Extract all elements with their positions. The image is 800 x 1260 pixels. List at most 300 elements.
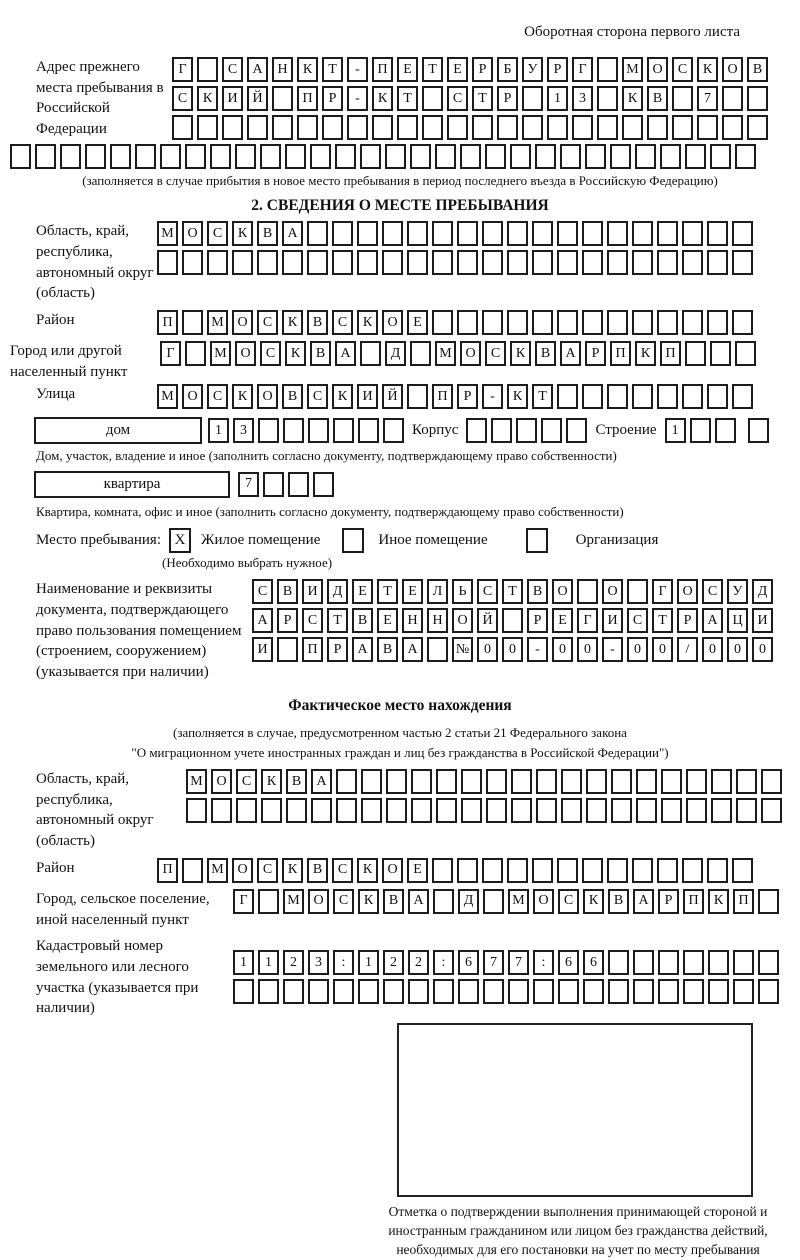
char-box[interactable] bbox=[483, 979, 504, 1004]
char-box[interactable] bbox=[457, 250, 478, 275]
char-box[interactable]: С bbox=[485, 341, 506, 366]
char-box[interactable] bbox=[407, 221, 428, 246]
char-box[interactable]: П bbox=[157, 310, 178, 335]
char-box[interactable]: М bbox=[157, 384, 178, 409]
char-box[interactable]: Е bbox=[407, 310, 428, 335]
char-box[interactable]: С bbox=[558, 889, 579, 914]
char-box[interactable] bbox=[385, 144, 406, 169]
char-box[interactable] bbox=[472, 115, 493, 140]
char-box[interactable] bbox=[708, 979, 729, 1004]
char-box[interactable] bbox=[541, 418, 562, 443]
char-box[interactable] bbox=[627, 579, 648, 604]
char-box[interactable]: Р bbox=[527, 608, 548, 633]
char-box[interactable] bbox=[707, 384, 728, 409]
char-box[interactable] bbox=[360, 144, 381, 169]
char-box[interactable]: В bbox=[535, 341, 556, 366]
char-box[interactable] bbox=[233, 979, 254, 1004]
char-box[interactable] bbox=[532, 858, 553, 883]
char-box[interactable] bbox=[435, 144, 456, 169]
char-box[interactable]: У bbox=[727, 579, 748, 604]
char-box[interactable] bbox=[360, 341, 381, 366]
char-box[interactable] bbox=[433, 889, 454, 914]
char-box[interactable] bbox=[310, 144, 331, 169]
char-box[interactable]: Д bbox=[385, 341, 406, 366]
char-box[interactable]: В bbox=[277, 579, 298, 604]
char-box[interactable] bbox=[672, 115, 693, 140]
char-box[interactable] bbox=[211, 798, 232, 823]
char-box[interactable]: - bbox=[347, 57, 368, 82]
char-box[interactable]: К bbox=[697, 57, 718, 82]
char-box[interactable]: К bbox=[583, 889, 604, 914]
char-box[interactable] bbox=[210, 144, 231, 169]
char-box[interactable]: В bbox=[377, 637, 398, 662]
char-box[interactable] bbox=[532, 250, 553, 275]
char-box[interactable]: Ц bbox=[727, 608, 748, 633]
char-box[interactable]: Й bbox=[477, 608, 498, 633]
char-box[interactable] bbox=[586, 769, 607, 794]
char-box[interactable] bbox=[732, 250, 753, 275]
char-box[interactable]: В bbox=[310, 341, 331, 366]
char-box[interactable] bbox=[732, 310, 753, 335]
char-box[interactable]: П bbox=[660, 341, 681, 366]
char-box[interactable] bbox=[336, 769, 357, 794]
char-box[interactable] bbox=[657, 221, 678, 246]
char-box[interactable] bbox=[432, 858, 453, 883]
char-box[interactable] bbox=[707, 250, 728, 275]
char-box[interactable] bbox=[682, 384, 703, 409]
char-box[interactable] bbox=[636, 798, 657, 823]
char-box[interactable]: Т bbox=[472, 86, 493, 111]
char-box[interactable] bbox=[197, 57, 218, 82]
char-box[interactable]: В bbox=[608, 889, 629, 914]
char-box[interactable]: Т bbox=[652, 608, 673, 633]
char-box[interactable] bbox=[382, 221, 403, 246]
char-box[interactable]: 1 bbox=[233, 950, 254, 975]
char-box[interactable]: С bbox=[672, 57, 693, 82]
char-box[interactable]: К bbox=[622, 86, 643, 111]
char-box[interactable]: 0 bbox=[577, 637, 598, 662]
char-box[interactable] bbox=[758, 950, 779, 975]
char-box[interactable] bbox=[586, 798, 607, 823]
char-box[interactable] bbox=[508, 979, 529, 1004]
char-box[interactable]: Е bbox=[397, 57, 418, 82]
char-box[interactable] bbox=[347, 115, 368, 140]
char-box[interactable] bbox=[583, 979, 604, 1004]
char-box[interactable] bbox=[733, 950, 754, 975]
char-box[interactable] bbox=[457, 310, 478, 335]
char-box[interactable] bbox=[607, 250, 628, 275]
char-box[interactable] bbox=[535, 144, 556, 169]
char-box[interactable] bbox=[672, 86, 693, 111]
char-box[interactable] bbox=[747, 115, 768, 140]
char-box[interactable] bbox=[386, 798, 407, 823]
char-box[interactable]: С bbox=[447, 86, 468, 111]
char-box[interactable] bbox=[432, 221, 453, 246]
char-box[interactable] bbox=[633, 979, 654, 1004]
char-box[interactable] bbox=[433, 979, 454, 1004]
char-box[interactable]: М bbox=[157, 221, 178, 246]
char-box[interactable] bbox=[732, 384, 753, 409]
char-box[interactable] bbox=[258, 889, 279, 914]
char-box[interactable] bbox=[236, 798, 257, 823]
char-box[interactable] bbox=[333, 979, 354, 1004]
char-box[interactable] bbox=[486, 798, 507, 823]
char-box[interactable] bbox=[686, 769, 707, 794]
char-box[interactable] bbox=[432, 310, 453, 335]
char-box[interactable]: В bbox=[747, 57, 768, 82]
char-box[interactable] bbox=[597, 115, 618, 140]
char-box[interactable]: И bbox=[302, 579, 323, 604]
char-box[interactable]: О bbox=[552, 579, 573, 604]
char-box[interactable]: В bbox=[307, 310, 328, 335]
char-box[interactable] bbox=[361, 769, 382, 794]
char-box[interactable] bbox=[307, 221, 328, 246]
char-box[interactable]: М bbox=[435, 341, 456, 366]
char-box[interactable] bbox=[633, 950, 654, 975]
char-box[interactable]: А bbox=[335, 341, 356, 366]
char-box[interactable] bbox=[436, 798, 457, 823]
char-box[interactable]: М bbox=[207, 858, 228, 883]
char-box[interactable]: К bbox=[261, 769, 282, 794]
char-box[interactable]: П bbox=[683, 889, 704, 914]
char-box[interactable] bbox=[632, 310, 653, 335]
char-box[interactable] bbox=[647, 115, 668, 140]
char-box[interactable] bbox=[282, 250, 303, 275]
char-box[interactable] bbox=[533, 979, 554, 1004]
char-box[interactable]: Н bbox=[402, 608, 423, 633]
char-box[interactable] bbox=[257, 250, 278, 275]
char-box[interactable] bbox=[658, 950, 679, 975]
char-box[interactable] bbox=[482, 221, 503, 246]
char-box[interactable]: К bbox=[510, 341, 531, 366]
char-box[interactable] bbox=[397, 115, 418, 140]
char-box[interactable]: П bbox=[302, 637, 323, 662]
char-box[interactable]: № bbox=[452, 637, 473, 662]
char-box[interactable]: 7 bbox=[508, 950, 529, 975]
char-box[interactable] bbox=[335, 144, 356, 169]
char-box[interactable] bbox=[297, 115, 318, 140]
char-box[interactable] bbox=[636, 769, 657, 794]
char-box[interactable]: А bbox=[633, 889, 654, 914]
char-box[interactable] bbox=[313, 472, 334, 497]
char-box[interactable] bbox=[511, 769, 532, 794]
char-box[interactable]: О bbox=[182, 384, 203, 409]
char-box[interactable] bbox=[235, 144, 256, 169]
char-box[interactable]: Г bbox=[572, 57, 593, 82]
char-box[interactable]: О bbox=[232, 858, 253, 883]
char-box[interactable]: Т bbox=[422, 57, 443, 82]
char-box[interactable]: Г bbox=[577, 608, 598, 633]
char-box[interactable]: М bbox=[186, 769, 207, 794]
char-box[interactable]: О bbox=[232, 310, 253, 335]
char-box[interactable]: А bbox=[252, 608, 273, 633]
char-box[interactable] bbox=[507, 250, 528, 275]
char-box[interactable] bbox=[307, 250, 328, 275]
char-box[interactable]: А bbox=[247, 57, 268, 82]
char-box[interactable] bbox=[708, 950, 729, 975]
char-box[interactable] bbox=[461, 769, 482, 794]
char-box[interactable] bbox=[182, 310, 203, 335]
char-box[interactable]: Р bbox=[677, 608, 698, 633]
char-box[interactable]: К bbox=[507, 384, 528, 409]
char-box[interactable] bbox=[507, 858, 528, 883]
char-box[interactable]: Т bbox=[327, 608, 348, 633]
char-box[interactable]: Д bbox=[752, 579, 773, 604]
char-box[interactable] bbox=[10, 144, 31, 169]
char-box[interactable]: К bbox=[285, 341, 306, 366]
char-box[interactable]: М bbox=[508, 889, 529, 914]
char-box[interactable]: С bbox=[222, 57, 243, 82]
char-box[interactable] bbox=[485, 144, 506, 169]
char-box[interactable]: С bbox=[332, 310, 353, 335]
char-box[interactable]: К bbox=[357, 310, 378, 335]
char-box[interactable] bbox=[497, 115, 518, 140]
char-box[interactable]: П bbox=[733, 889, 754, 914]
char-box[interactable]: К bbox=[332, 384, 353, 409]
char-box[interactable]: О bbox=[382, 310, 403, 335]
char-box[interactable] bbox=[277, 637, 298, 662]
char-box[interactable] bbox=[486, 769, 507, 794]
char-box[interactable] bbox=[110, 144, 131, 169]
char-box[interactable]: О bbox=[460, 341, 481, 366]
char-box[interactable] bbox=[185, 341, 206, 366]
char-box[interactable]: Е bbox=[407, 858, 428, 883]
char-box[interactable] bbox=[607, 858, 628, 883]
char-box[interactable] bbox=[685, 341, 706, 366]
char-box[interactable]: П bbox=[372, 57, 393, 82]
char-box[interactable] bbox=[761, 769, 782, 794]
char-box[interactable] bbox=[197, 115, 218, 140]
char-box[interactable] bbox=[761, 798, 782, 823]
char-box[interactable]: Р bbox=[277, 608, 298, 633]
char-box[interactable]: С bbox=[702, 579, 723, 604]
char-box[interactable] bbox=[510, 144, 531, 169]
char-box[interactable] bbox=[611, 798, 632, 823]
char-box[interactable] bbox=[283, 418, 304, 443]
char-box[interactable] bbox=[447, 115, 468, 140]
char-box[interactable]: 0 bbox=[502, 637, 523, 662]
char-box[interactable]: К bbox=[232, 384, 253, 409]
char-box[interactable] bbox=[611, 769, 632, 794]
char-box[interactable] bbox=[516, 418, 537, 443]
char-box[interactable]: В bbox=[383, 889, 404, 914]
char-box[interactable] bbox=[286, 798, 307, 823]
char-box[interactable]: П bbox=[297, 86, 318, 111]
char-box[interactable]: Е bbox=[352, 579, 373, 604]
char-box[interactable] bbox=[736, 769, 757, 794]
char-box[interactable]: С bbox=[302, 608, 323, 633]
char-box[interactable] bbox=[461, 798, 482, 823]
char-box[interactable] bbox=[332, 250, 353, 275]
char-box[interactable] bbox=[683, 979, 704, 1004]
char-box[interactable] bbox=[322, 115, 343, 140]
char-box[interactable]: Р bbox=[547, 57, 568, 82]
char-box[interactable]: П bbox=[157, 858, 178, 883]
char-box[interactable] bbox=[561, 769, 582, 794]
char-box[interactable] bbox=[357, 250, 378, 275]
char-box[interactable]: Р bbox=[472, 57, 493, 82]
char-box[interactable] bbox=[610, 144, 631, 169]
char-box[interactable] bbox=[558, 979, 579, 1004]
char-box[interactable] bbox=[483, 889, 504, 914]
char-box[interactable]: 3 bbox=[233, 418, 254, 443]
char-box[interactable]: М bbox=[622, 57, 643, 82]
char-box[interactable]: К bbox=[358, 889, 379, 914]
char-box[interactable] bbox=[557, 250, 578, 275]
char-box[interactable]: 2 bbox=[408, 950, 429, 975]
char-box[interactable] bbox=[711, 798, 732, 823]
char-box[interactable]: В bbox=[527, 579, 548, 604]
char-box[interactable]: Т bbox=[532, 384, 553, 409]
char-box[interactable]: Т bbox=[377, 579, 398, 604]
char-box[interactable]: Т bbox=[502, 579, 523, 604]
char-box[interactable]: Д bbox=[458, 889, 479, 914]
char-box[interactable] bbox=[222, 115, 243, 140]
char-box[interactable] bbox=[272, 86, 293, 111]
char-box[interactable]: К bbox=[282, 310, 303, 335]
char-box[interactable] bbox=[682, 310, 703, 335]
char-box[interactable] bbox=[247, 115, 268, 140]
char-box[interactable]: О bbox=[452, 608, 473, 633]
char-box[interactable] bbox=[657, 310, 678, 335]
char-box[interactable] bbox=[566, 418, 587, 443]
char-box[interactable]: - bbox=[602, 637, 623, 662]
char-box[interactable]: С bbox=[260, 341, 281, 366]
char-box[interactable]: Р bbox=[327, 637, 348, 662]
char-box[interactable]: - bbox=[527, 637, 548, 662]
char-box[interactable]: 6 bbox=[583, 950, 604, 975]
char-box[interactable] bbox=[585, 144, 606, 169]
char-box[interactable]: И bbox=[602, 608, 623, 633]
char-box[interactable]: А bbox=[402, 637, 423, 662]
char-box[interactable]: Р bbox=[322, 86, 343, 111]
char-box[interactable] bbox=[411, 769, 432, 794]
char-box[interactable] bbox=[383, 979, 404, 1004]
char-box[interactable] bbox=[607, 384, 628, 409]
char-box[interactable]: В bbox=[307, 858, 328, 883]
char-box[interactable]: 3 bbox=[572, 86, 593, 111]
char-box[interactable] bbox=[632, 384, 653, 409]
char-box[interactable]: С bbox=[252, 579, 273, 604]
char-box[interactable] bbox=[386, 769, 407, 794]
char-box[interactable]: 0 bbox=[477, 637, 498, 662]
char-box[interactable] bbox=[732, 221, 753, 246]
char-box[interactable] bbox=[411, 798, 432, 823]
char-box[interactable]: С bbox=[332, 858, 353, 883]
char-box[interactable] bbox=[608, 950, 629, 975]
char-box[interactable] bbox=[577, 579, 598, 604]
char-box[interactable] bbox=[657, 858, 678, 883]
char-box[interactable] bbox=[661, 769, 682, 794]
char-box[interactable]: В bbox=[647, 86, 668, 111]
char-box[interactable]: 1 bbox=[358, 950, 379, 975]
char-box[interactable] bbox=[607, 221, 628, 246]
char-box[interactable] bbox=[258, 979, 279, 1004]
char-box[interactable]: 7 bbox=[697, 86, 718, 111]
char-box[interactable]: В bbox=[352, 608, 373, 633]
char-box[interactable] bbox=[735, 341, 756, 366]
char-box[interactable]: 3 bbox=[308, 950, 329, 975]
char-box[interactable] bbox=[410, 341, 431, 366]
char-box[interactable] bbox=[35, 144, 56, 169]
char-box[interactable]: А bbox=[408, 889, 429, 914]
char-box[interactable] bbox=[410, 144, 431, 169]
char-box[interactable]: С bbox=[627, 608, 648, 633]
char-box[interactable] bbox=[732, 858, 753, 883]
char-box[interactable] bbox=[135, 144, 156, 169]
char-box[interactable]: И bbox=[252, 637, 273, 662]
char-box[interactable]: : bbox=[333, 950, 354, 975]
char-box[interactable] bbox=[232, 250, 253, 275]
char-box[interactable] bbox=[432, 250, 453, 275]
char-box[interactable]: Б bbox=[497, 57, 518, 82]
char-box[interactable] bbox=[707, 310, 728, 335]
char-box[interactable] bbox=[261, 798, 282, 823]
char-box[interactable]: С bbox=[477, 579, 498, 604]
char-box[interactable]: : bbox=[533, 950, 554, 975]
char-box[interactable] bbox=[722, 115, 743, 140]
char-box[interactable]: А bbox=[352, 637, 373, 662]
char-box[interactable] bbox=[582, 250, 603, 275]
char-box[interactable] bbox=[560, 144, 581, 169]
char-box[interactable] bbox=[407, 384, 428, 409]
char-box[interactable] bbox=[491, 418, 512, 443]
char-box[interactable] bbox=[557, 384, 578, 409]
char-box[interactable] bbox=[682, 858, 703, 883]
char-box[interactable] bbox=[697, 115, 718, 140]
char-box[interactable] bbox=[383, 418, 404, 443]
char-box[interactable]: 0 bbox=[652, 637, 673, 662]
char-box[interactable]: 0 bbox=[727, 637, 748, 662]
char-box[interactable] bbox=[536, 769, 557, 794]
char-box[interactable] bbox=[735, 144, 756, 169]
char-box[interactable]: М bbox=[283, 889, 304, 914]
char-box[interactable]: А bbox=[311, 769, 332, 794]
char-box[interactable] bbox=[260, 144, 281, 169]
char-box[interactable] bbox=[157, 250, 178, 275]
char-box[interactable]: 0 bbox=[752, 637, 773, 662]
char-box[interactable] bbox=[557, 310, 578, 335]
char-box[interactable]: - bbox=[482, 384, 503, 409]
char-box[interactable]: О bbox=[235, 341, 256, 366]
char-box[interactable] bbox=[658, 979, 679, 1004]
char-box[interactable]: Г bbox=[233, 889, 254, 914]
char-box[interactable] bbox=[357, 221, 378, 246]
char-box[interactable]: 7 bbox=[238, 472, 259, 497]
char-box[interactable]: 0 bbox=[552, 637, 573, 662]
char-box[interactable]: В bbox=[282, 384, 303, 409]
char-box[interactable] bbox=[336, 798, 357, 823]
char-box[interactable] bbox=[582, 310, 603, 335]
char-box[interactable]: К bbox=[357, 858, 378, 883]
char-box[interactable] bbox=[532, 310, 553, 335]
char-box[interactable]: Ь bbox=[452, 579, 473, 604]
char-box[interactable]: А bbox=[282, 221, 303, 246]
char-box[interactable] bbox=[511, 798, 532, 823]
char-box[interactable]: Г bbox=[160, 341, 181, 366]
char-box[interactable] bbox=[711, 769, 732, 794]
char-box[interactable]: Г bbox=[652, 579, 673, 604]
char-box[interactable]: С bbox=[257, 858, 278, 883]
char-box[interactable] bbox=[172, 115, 193, 140]
char-box[interactable] bbox=[60, 144, 81, 169]
char-box[interactable]: Й bbox=[382, 384, 403, 409]
char-box[interactable]: 1 bbox=[208, 418, 229, 443]
char-box[interactable]: С bbox=[172, 86, 193, 111]
char-box[interactable] bbox=[358, 979, 379, 1004]
char-box[interactable] bbox=[272, 115, 293, 140]
char-box[interactable]: К bbox=[197, 86, 218, 111]
